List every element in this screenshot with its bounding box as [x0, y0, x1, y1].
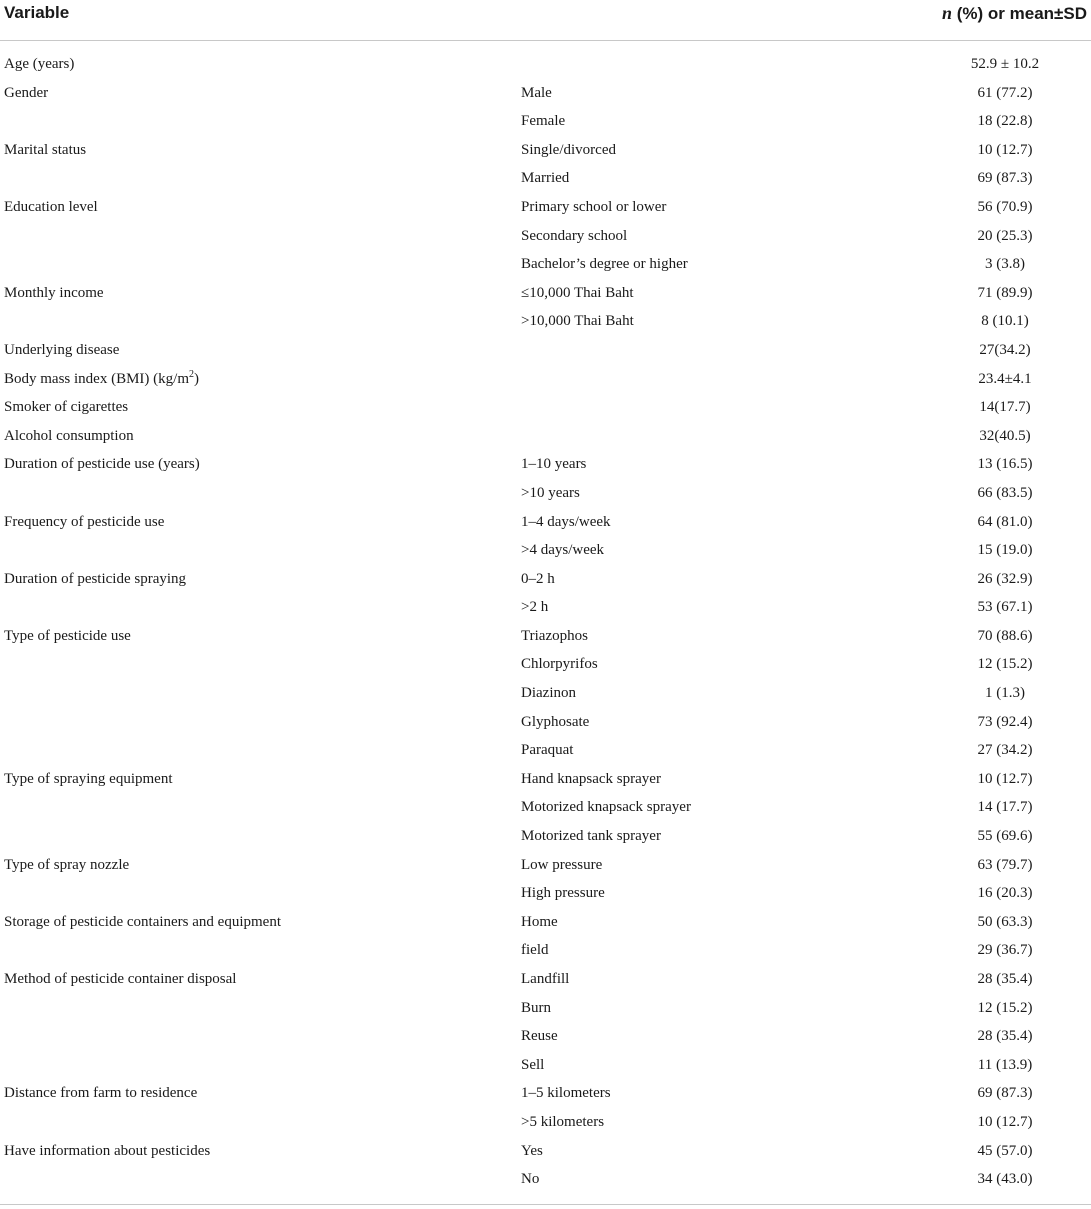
value-cell: 64 (81.0): [977, 513, 1033, 530]
value-cell: 1 (1.3): [985, 685, 1025, 702]
table-row: [0, 250, 1091, 279]
table-row: [0, 222, 1091, 251]
table-row: [0, 994, 1091, 1023]
table-row: [0, 565, 1091, 594]
category-cell: Secondary school: [521, 227, 628, 244]
value-cell: 20 (25.3): [977, 227, 1033, 244]
variable-cell: [4, 422, 134, 451]
value-cell: 15 (19.0): [977, 542, 1033, 559]
table-bottom-rule: [0, 1204, 1091, 1205]
value-cell: 55 (69.6): [977, 828, 1033, 845]
variable-text: Type of spray nozzle: [4, 856, 130, 873]
table-row: [0, 965, 1091, 994]
variable-text: Distance from farm to residence: [4, 1085, 198, 1102]
variable-cell: [4, 1079, 197, 1108]
category-cell: High pressure: [521, 885, 605, 902]
table-row: [0, 708, 1091, 737]
table-row: [0, 1051, 1091, 1080]
table-row: [0, 279, 1091, 308]
variable-text: Age (years): [4, 56, 75, 72]
table-row: [0, 622, 1091, 651]
category-cell: Low pressure: [521, 856, 603, 873]
table-row: [0, 450, 1091, 479]
header-variable: Variable: [4, 3, 70, 22]
variable-cell: [4, 765, 173, 794]
category-cell: Chlorpyrifos: [521, 656, 598, 673]
value-cell: 3 (3.8): [985, 256, 1025, 273]
table-row: [0, 908, 1091, 937]
value-cell: 10 (12.7): [977, 141, 1033, 158]
variable-text: Body mass index (BMI) (kg/m: [4, 370, 189, 387]
table-row: [0, 107, 1091, 136]
table-row: [0, 307, 1091, 336]
value-cell: 12 (15.2): [977, 999, 1033, 1016]
variable-cell: [4, 450, 200, 479]
variable-cell: [4, 365, 199, 394]
category-cell: Male: [521, 84, 552, 101]
value-cell: 70 (88.6): [977, 627, 1033, 644]
category-cell: Reuse: [521, 1028, 558, 1045]
value-cell: 71 (89.9): [977, 284, 1033, 301]
category-cell: Diazinon: [521, 685, 576, 702]
header-statistic-n: n: [942, 3, 953, 23]
table-row: [0, 164, 1091, 193]
category-cell: Paraquat: [521, 742, 574, 759]
variable-text: Type of spraying equipment: [4, 770, 173, 787]
table-row: [0, 879, 1091, 908]
category-cell: Bachelor’s degree or higher: [521, 256, 688, 273]
category-cell: Triazophos: [521, 627, 588, 644]
category-cell: Primary school or lower: [521, 198, 667, 215]
value-cell: 13 (16.5): [977, 456, 1033, 473]
table-row: [0, 393, 1091, 422]
table-row: [0, 1079, 1091, 1108]
variable-text: Monthly income: [4, 284, 104, 301]
value-cell: 69 (87.3): [977, 170, 1033, 187]
variable-cell: [4, 565, 186, 594]
value-cell: 26 (32.9): [977, 570, 1033, 587]
variable-cell: [4, 851, 129, 880]
variable-cell: [4, 1137, 210, 1166]
table-row: [0, 1108, 1091, 1137]
variable-text: Duration of pesticide use (years): [4, 456, 200, 473]
variable-text: Smoker of cigarettes: [4, 399, 129, 416]
table-row: [0, 822, 1091, 851]
category-cell: Motorized knapsack sprayer: [521, 799, 691, 816]
value-cell: 11 (13.9): [977, 1056, 1033, 1073]
value-cell: 29 (36.7): [977, 942, 1033, 959]
variable-cell: [4, 279, 104, 308]
value-cell: 69 (87.3): [977, 1085, 1033, 1102]
category-cell: field: [521, 942, 549, 959]
table-row: [0, 851, 1091, 880]
table-row: [0, 136, 1091, 165]
value-cell: 66 (83.5): [977, 484, 1033, 501]
value-cell: 61 (77.2): [977, 84, 1033, 101]
variable-cell: [4, 622, 131, 651]
table-row: [0, 1165, 1091, 1194]
variable-cell: [4, 336, 119, 365]
table-row: [0, 936, 1091, 965]
table-row: [0, 50, 1091, 79]
value-cell: 73 (92.4): [977, 713, 1033, 730]
category-cell: Home: [521, 913, 558, 930]
category-cell: Yes: [521, 1142, 543, 1159]
variable-cell: [4, 908, 281, 937]
value-cell: 14 (17.7): [977, 799, 1033, 816]
category-cell: Single/divorced: [521, 141, 616, 158]
variable-cell: [4, 965, 236, 994]
table-body: [0, 50, 1091, 1194]
category-cell: 1–10 years: [521, 456, 587, 473]
variable-cell: [4, 393, 128, 422]
category-cell: >4 days/week: [521, 542, 605, 559]
variable-text: Have information about pesticides: [4, 1142, 211, 1159]
variable-text: Marital status: [4, 141, 87, 158]
variable-cell: [4, 136, 86, 165]
table-row: [0, 736, 1091, 765]
table-row: [0, 536, 1091, 565]
value-cell: 32(40.5): [979, 427, 1031, 444]
table-row: [0, 365, 1091, 394]
header-statistic: [942, 3, 1087, 24]
value-cell: 52.9 ± 10.2: [970, 56, 1040, 72]
category-cell: Married: [521, 170, 570, 187]
table-row: [0, 1022, 1091, 1051]
variable-cell: [4, 50, 74, 79]
variable-text: Storage of pesticide containers and equipment: [4, 913, 281, 930]
category-cell: 1–5 kilometers: [521, 1085, 611, 1102]
value-cell: 8 (10.1): [981, 313, 1029, 330]
table-header: [0, 0, 1091, 41]
category-cell: >10 years: [521, 484, 580, 501]
value-cell: 28 (35.4): [977, 971, 1033, 987]
category-cell: Motorized tank sprayer: [521, 828, 661, 845]
category-cell: No: [521, 1171, 540, 1188]
category-cell: Sell: [521, 1056, 545, 1073]
variable-text: Underlying disease: [4, 341, 120, 358]
variable-text: Method of pesticide container disposal: [4, 971, 237, 987]
value-cell: 45 (57.0): [977, 1142, 1033, 1159]
value-cell: 16 (20.3): [977, 885, 1033, 902]
value-cell: 53 (67.1): [977, 599, 1033, 616]
table-row: [0, 422, 1091, 451]
variable-superscript: 2: [189, 368, 194, 380]
table-row: [0, 793, 1091, 822]
variable-text: Duration of pesticide spraying: [4, 570, 187, 587]
category-cell: >2 h: [521, 599, 549, 616]
variable-text: Education level: [4, 198, 98, 215]
table-row: [0, 479, 1091, 508]
category-cell: ≤10,000 Thai Baht: [521, 284, 634, 301]
variable-text: Type of pesticide use: [4, 627, 131, 644]
value-cell: 27 (34.2): [977, 742, 1033, 759]
value-cell: 18 (22.8): [977, 113, 1033, 130]
table-row: [0, 1137, 1091, 1166]
table-row: [0, 593, 1091, 622]
category-cell: Landfill: [521, 971, 570, 987]
variable-text: Gender: [4, 84, 49, 101]
table-row: [0, 336, 1091, 365]
value-cell: 56 (70.9): [977, 198, 1033, 215]
variable-cell: [4, 508, 164, 537]
category-cell: 1–4 days/week: [521, 513, 611, 530]
table-row: [0, 679, 1091, 708]
value-cell: 12 (15.2): [977, 656, 1033, 673]
category-cell: >10,000 Thai Baht: [521, 313, 634, 330]
table-row: [0, 650, 1091, 679]
header-statistic-rest: (%) or mean±SD: [952, 4, 1087, 23]
value-cell: 34 (43.0): [977, 1171, 1033, 1188]
variable-text: Alcohol consumption: [4, 427, 134, 444]
category-cell: >5 kilometers: [521, 1113, 605, 1130]
table-row: [0, 193, 1091, 222]
value-cell: 63 (79.7): [977, 856, 1033, 873]
table-row: [0, 765, 1091, 794]
variable-cell: [4, 193, 98, 222]
value-cell: 10 (12.7): [977, 1113, 1033, 1130]
category-cell: Burn: [521, 999, 551, 1016]
variable-suffix: ): [194, 370, 199, 387]
category-cell: Female: [521, 113, 566, 130]
category-cell: 0–2 h: [521, 570, 555, 587]
category-cell: Hand knapsack sprayer: [521, 770, 661, 787]
variable-cell: [4, 79, 48, 108]
table-row: [0, 508, 1091, 537]
value-cell: 23.4±4.1: [978, 370, 1032, 387]
variable-text: Frequency of pesticide use: [4, 513, 165, 530]
value-cell: 50 (63.3): [977, 913, 1033, 930]
value-cell: 10 (12.7): [977, 770, 1033, 787]
table-row: [0, 79, 1091, 108]
value-cell: 28 (35.4): [977, 1028, 1033, 1045]
category-cell: Glyphosate: [521, 713, 590, 730]
value-cell: 27(34.2): [979, 341, 1031, 358]
value-cell: 14(17.7): [979, 399, 1031, 416]
